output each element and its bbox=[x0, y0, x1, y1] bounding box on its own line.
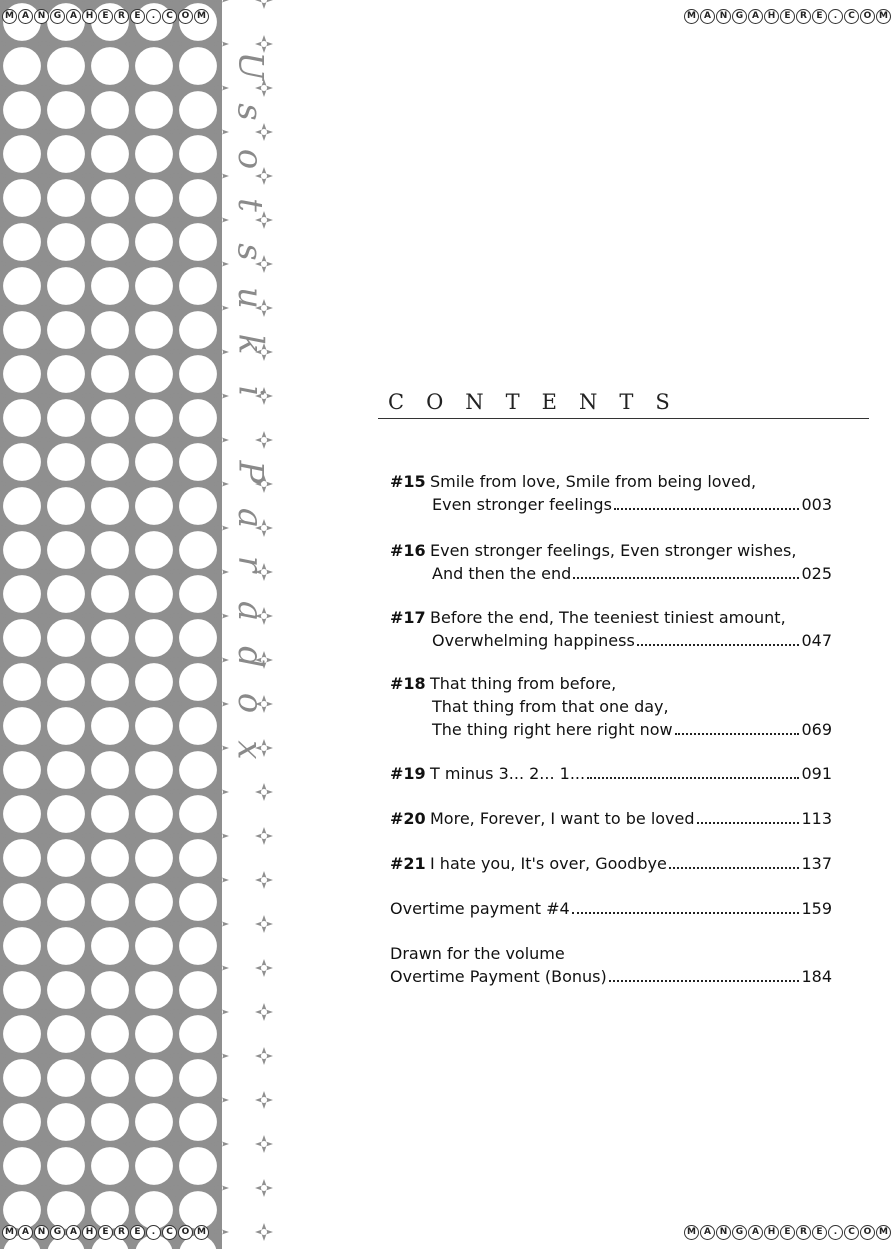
watermark-letter: C bbox=[844, 1225, 859, 1240]
toc-entry bbox=[390, 470, 832, 516]
watermark-letter: M bbox=[684, 1225, 699, 1240]
watermark-letter: H bbox=[764, 1225, 779, 1240]
chapter-number: #21 bbox=[390, 854, 426, 873]
toc-entry bbox=[390, 942, 832, 988]
watermark-letter: E bbox=[98, 1225, 113, 1240]
page-number: 047 bbox=[801, 631, 832, 650]
watermark-letter: N bbox=[34, 9, 49, 24]
toc-entry-line bbox=[390, 470, 832, 493]
title-letter: i bbox=[230, 385, 270, 397]
toc-entry-line bbox=[390, 562, 832, 585]
chapter-number: #20 bbox=[390, 809, 426, 828]
toc-entry-line bbox=[390, 718, 832, 741]
watermark-letter: A bbox=[748, 9, 763, 24]
toc-entry-line bbox=[390, 672, 832, 695]
decorative-pattern-strip bbox=[0, 0, 222, 1249]
chapter-number: #16 bbox=[390, 541, 426, 560]
watermark-letter: R bbox=[796, 1225, 811, 1240]
title-letter: U bbox=[230, 51, 270, 81]
watermark-letter: N bbox=[716, 1225, 731, 1240]
chapter-title-line: Drawn for the volume bbox=[390, 944, 565, 963]
toc-entry-line bbox=[390, 539, 832, 562]
watermark-letter: M bbox=[876, 9, 891, 24]
toc-entry-line bbox=[390, 852, 832, 875]
toc-entry bbox=[390, 807, 832, 830]
page-number: 137 bbox=[801, 854, 832, 873]
dot-leader bbox=[637, 644, 800, 646]
chapter-number: #15 bbox=[390, 472, 426, 491]
watermark-letter: M bbox=[876, 1225, 891, 1240]
dot-leader bbox=[587, 777, 799, 779]
toc-entry-line bbox=[390, 762, 832, 785]
chapter-title-line: Even stronger feelings, Even stronger wishes, bbox=[430, 541, 797, 560]
chapter-title-line: Even stronger feelings bbox=[432, 495, 612, 514]
toc-entry bbox=[390, 762, 832, 785]
watermark-letter: H bbox=[82, 1225, 97, 1240]
page-number: 159 bbox=[801, 899, 832, 918]
watermark-letter: . bbox=[828, 9, 843, 24]
watermark-letter: C bbox=[162, 9, 177, 24]
toc-entry bbox=[390, 539, 832, 585]
toc-entry-line bbox=[390, 807, 832, 830]
chapter-title-line: Overtime Payment (Bonus) bbox=[390, 967, 607, 986]
title-letter: P bbox=[229, 460, 270, 483]
toc-entry-line bbox=[390, 629, 832, 652]
watermark-letter: E bbox=[780, 1225, 795, 1240]
chapter-title-line: Before the end, The teeniest tiniest amount, bbox=[430, 608, 786, 627]
chapter-title-line: I hate you, It's over, Goodbye bbox=[430, 854, 667, 873]
title-letter: u bbox=[230, 287, 270, 309]
toc-entry bbox=[390, 852, 832, 875]
watermark-letter: A bbox=[18, 1225, 33, 1240]
dot-leader bbox=[609, 980, 800, 982]
watermark-letter: G bbox=[50, 9, 65, 24]
page-number: 184 bbox=[801, 967, 832, 986]
chapter-number: #19 bbox=[390, 764, 426, 783]
watermark-letter: A bbox=[700, 9, 715, 24]
watermark-letter: M bbox=[194, 1225, 209, 1240]
chapter-title-line: Overwhelming happiness bbox=[432, 631, 635, 650]
watermark-letter: A bbox=[66, 1225, 81, 1240]
watermark-letter: C bbox=[162, 1225, 177, 1240]
watermark-letter: C bbox=[844, 9, 859, 24]
watermark-letter: H bbox=[82, 9, 97, 24]
watermark-letter: E bbox=[130, 9, 145, 24]
watermark-letter: . bbox=[146, 9, 161, 24]
page-number: 113 bbox=[801, 809, 832, 828]
chapter-title-line: And then the end bbox=[432, 564, 572, 583]
toc-entry bbox=[390, 672, 832, 741]
chapter-title-line: More, Forever, I want to be loved bbox=[430, 809, 695, 828]
watermark-letter: . bbox=[146, 1225, 161, 1240]
title-letter: k bbox=[229, 334, 270, 355]
watermark-bottom-left bbox=[2, 1222, 209, 1242]
chapter-number: #17 bbox=[390, 608, 426, 627]
dot-leader bbox=[669, 867, 800, 869]
page-number: 003 bbox=[801, 495, 832, 514]
watermark-top-left bbox=[2, 6, 209, 26]
page-number: 069 bbox=[801, 720, 832, 739]
watermark-letter: M bbox=[2, 1225, 17, 1240]
toc-entry-line bbox=[390, 695, 832, 718]
watermark-letter: O bbox=[860, 9, 875, 24]
chapter-number: #18 bbox=[390, 674, 426, 693]
watermark-bottom-right bbox=[684, 1222, 891, 1242]
dot-leader bbox=[573, 577, 799, 579]
toc-entry-line bbox=[390, 493, 832, 516]
toc-entry bbox=[390, 606, 832, 652]
chapter-title-line: That thing from before, bbox=[430, 674, 617, 693]
toc-entry-line bbox=[390, 942, 832, 965]
watermark-letter: N bbox=[716, 9, 731, 24]
watermark-letter: E bbox=[812, 9, 827, 24]
dot-leader bbox=[675, 733, 800, 735]
watermark-letter: R bbox=[114, 1225, 129, 1240]
watermark-letter: M bbox=[194, 9, 209, 24]
title-letter: d bbox=[229, 646, 270, 668]
chapter-title-line: That thing from that one day, bbox=[432, 697, 669, 716]
contents-divider bbox=[378, 418, 869, 419]
title-letter: t bbox=[229, 198, 270, 213]
watermark-letter: G bbox=[732, 9, 747, 24]
watermark-letter: G bbox=[732, 1225, 747, 1240]
title-letter: s bbox=[229, 242, 270, 261]
toc-entry-line bbox=[390, 897, 832, 920]
title-letter: s bbox=[229, 103, 270, 122]
title-letter: r bbox=[229, 556, 270, 573]
title-letter: o bbox=[229, 148, 270, 170]
watermark-letter: A bbox=[66, 9, 81, 24]
title-letter: x bbox=[230, 740, 270, 760]
title-letter: a bbox=[230, 507, 270, 529]
dot-leader bbox=[614, 508, 800, 510]
title-letter: a bbox=[230, 600, 270, 621]
page-number: 025 bbox=[801, 564, 832, 583]
toc-entry bbox=[390, 897, 832, 920]
title-letter: o bbox=[229, 693, 270, 714]
chapter-title-line: Overtime payment #4 bbox=[390, 899, 570, 918]
watermark-letter: A bbox=[18, 9, 33, 24]
page-number: 091 bbox=[801, 764, 832, 783]
watermark-letter: R bbox=[114, 9, 129, 24]
chapter-title-line: Smile from love, Smile from being loved, bbox=[430, 472, 757, 491]
toc-entry-line bbox=[390, 606, 832, 629]
watermark-letter: H bbox=[764, 9, 779, 24]
watermark-letter: A bbox=[748, 1225, 763, 1240]
watermark-letter: O bbox=[178, 9, 193, 24]
watermark-letter: E bbox=[130, 1225, 145, 1240]
watermark-letter: . bbox=[828, 1225, 843, 1240]
watermark-letter: R bbox=[796, 9, 811, 24]
watermark-letter: E bbox=[98, 9, 113, 24]
toc-entry-line bbox=[390, 965, 832, 988]
watermark-letter: G bbox=[50, 1225, 65, 1240]
dot-leader bbox=[572, 912, 800, 914]
watermark-letter: N bbox=[34, 1225, 49, 1240]
watermark-top-right bbox=[684, 6, 891, 26]
watermark-letter: E bbox=[812, 1225, 827, 1240]
chapter-title-line: The thing right here right now bbox=[432, 720, 673, 739]
dot-leader bbox=[697, 822, 800, 824]
watermark-letter: M bbox=[684, 9, 699, 24]
watermark-letter: E bbox=[780, 9, 795, 24]
contents-heading: CONTENTS bbox=[388, 390, 692, 414]
watermark-letter: O bbox=[860, 1225, 875, 1240]
watermark-letter: A bbox=[700, 1225, 715, 1240]
vertical-title bbox=[226, 48, 272, 768]
watermark-letter: O bbox=[178, 1225, 193, 1240]
chapter-title-line: T minus 3... 2... 1... bbox=[430, 764, 586, 783]
watermark-letter: M bbox=[2, 9, 17, 24]
